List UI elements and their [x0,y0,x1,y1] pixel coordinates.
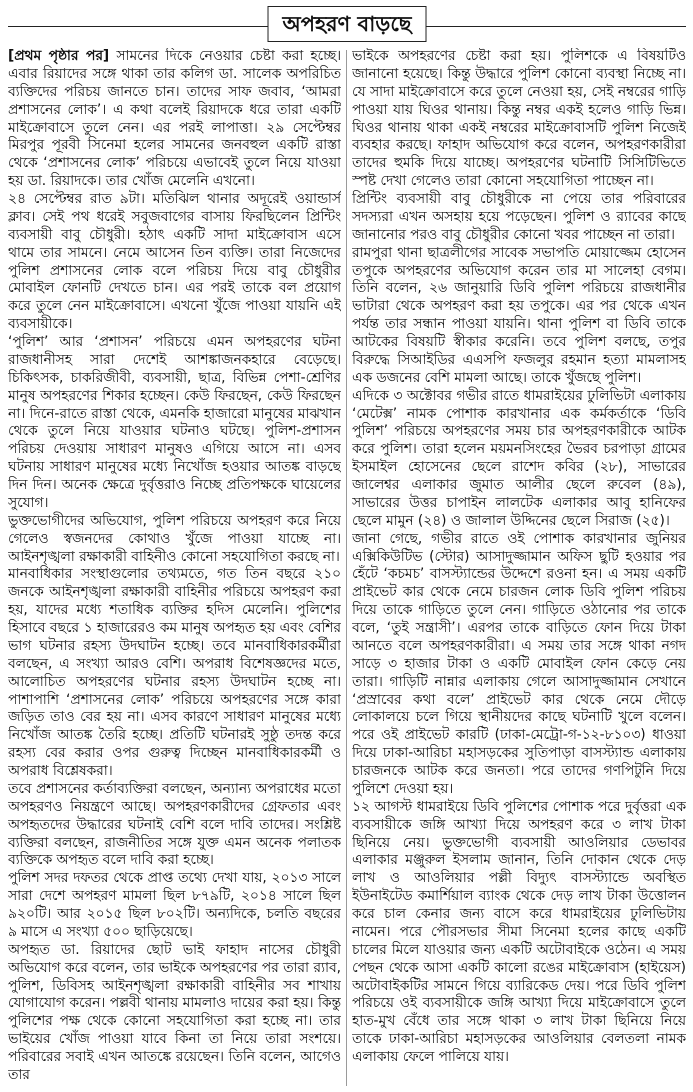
article-paragraph: ভুক্তভোগীদের অভিযোগ, পুলিশ পরিচয়ে অপহরণ করে নিয়ে গেলেও স্বজনদের কোথাও খুঁজে পাওয়া যাচ্ছে না। আইনশৃঙ্খলা রক্ষাকারী বাহিনীও কোনো সহযোগিতা করছে না। [8,512,341,565]
paragraph-text: সামনের দিকে নেওয়ার চেষ্টা করা হচ্ছে। এবার রিয়াদের সঙ্গে থাকা তার কলিগ ডা. সালেক অপরিচিত ব্যক্তিদের পরিচয় জানতে চান। তাদের সাফ জবাব, ‘আমরা প্রশাসনের লোক’। এ কথা বলেই রিয়াদকে ধরে তারা একটি মাইক্রোবাসে তুলে নেন। এর পরই লাপাত্তা। ২৯ সেপ্টেম্বর মিরপুর পূরবী সিনেমা হলের সামনের জনবহুল একটি রাস্তা থেকে ‘প্রশাসনের লোক’ পরিচয়ে এভাবেই তুলে নিয়ে যাওয়া হয় ডা. রিয়াদকে। তার খোঁজ মেলেনি এখনো। [8,48,341,190]
article-paragraph [8,48,341,191]
article-paragraph: ১২ আগস্ট ধামরাইয়ে ডিবি পুলিশের পোশাক পরে দুর্বৃত্তরা এক ব্যবসায়ীকে জঙ্গি আখ্যা দিয়ে অপহরণ করে ৩ লাখ টাকা ছিনিয়ে নেয়। ভুক্তভোগী ব্যবসায়ী আওলিয়ার ডেভাবর এলাকার মঞ্জুরুল ইসলাম জানান, তিনি দোকান থেকে দেড় লাখ ও আওলিয়ার পল্লী বিদ্যুৎ বাসস্ট্যান্ডে অবস্থিত ইউনাইটেড কমার্শিয়াল ব্যাংক থেকে দেড় লাখ টাকা উত্তোলন করে চাল কেনার জন্য বাসে করে ধামরাইয়ের ঢুলিভিটায় নামেন। পরে পৌরসভার সীমা সিনেমা হলের কাছে একটি চালের মিলে যাওয়ার জন্য একটি অটোবাইকে ওঠেন। এ সময় পেছন থেকে আসা একটি কালো রঙের মাইক্রোবাস (হাইয়েস) অটোবাইকটির সামনে গিয়ে ব্যারিকেড দেয়। পরে ডিবি পুলিশ পরিচয়ে ওই ব্যবসায়ীকে জঙ্গি আখ্যা দিয়ে মাইক্রোবাসে তুলে হাত-মুখ বেঁধে তার সঙ্গে থাকা ৩ লাখ টাকা ছিনিয়ে নিয়ে তাকে ঢাকা-আরিচা মহাসড়কের আওলিয়ার বেলতলা নামক এলাকায় ফেলে পালিয়ে যায়। [352,798,686,1065]
article-paragraph: ভাইকে অপহরণের চেষ্টা করা হয়। পুলিশকে এ বিষয়টিও জানানো হয়েছে। কিন্তু উদ্ধারে পুলিশ কোনো ব্যবস্থা নিচ্ছে না। যে সাদা মাইক্রোবাসে করে তুলে নেওয়া হয়, সেই নম্বরের গাড়ি পাওয়া যায় ঘিওর থানায়। কিন্তু নম্বর একই হলেও গাড়ি ভিন্ন। ঘিওর থানায় থাকা একই নম্বরের মাইক্রোবাসটি পুলিশ নিজেই ব্যবহার করছে। ফাহাদ অভিযোগ করে বলেন, অপহরণকারীরা তাদের হুমকি দিয়ে যাচ্ছে। অপহরণের ঘটনাটি সিসিটিভিতে স্পষ্ট দেখা গেলেও তারা কোনো সহযোগিতা পাচ্ছেন না। [352,48,686,190]
article-paragraph: রামপুরা থানা ছাত্রলীগের সাবেক সভাপতি মোয়াজ্জেম হোসেন তপুকে অপহরণের অভিযোগ করেন তার মা সালেহা বেগম। তিনি বলেন, ২৬ জানুয়ারি ডিবি পুলিশ পরিচয়ে রাজধানীর ভাটারা থেকে অপহরণ করা হয় তপুকে। এর পর থেকে এখন পর্যন্ত তার সন্ধান পাওয়া যায়নি। থানা পুলিশ বা ডিবি তাকে আটকের বিষয়টি স্বীকার করেনি। তবে পুলিশ বলছে, তপুর বিরুদ্ধে সিআইডির এএসপি ফজলুর রহমান হত্যা মামলাসহ এক ডজনের বেশি মামলা আছে। তাকে খুঁজছে পুলিশ। [352,244,686,386]
article-paragraph: ২৪ সেপ্টেম্বর রাত ৯টা। মতিঝিল থানার অদূরেই ওয়ান্ডার্স ক্লাব। সেই পথ ধরেই সবুজবাগের বাসায় ফিরছিলেন প্রিন্টিং ব্যবসায়ী বাবু চৌধুরী। হঠাৎ একটি সাদা মাইক্রোবাস এসে থামে তার সামনে। নেমে আসেন তিন ব্যক্তি। তারা নিজেদের পুলিশ প্রশাসনের লোক বলে পরিচয় দিয়ে বাবু চৌধুরীর মোবাইল ফোনটি দেখতে চান। এর পরই তাকে বল প্রয়োগ করে তুলে নেন মাইক্রোবাসে। এখনো খুঁজে পাওয়া যায়নি এই ব্যবসায়ীকে। [8,191,341,333]
column-divider [346,50,347,1086]
article-paragraph: এদিকে ৩ অক্টোবর গভীর রাতে ধামরাইয়ের ঢুলিভিটা এলাকায় ‘মেটেক্স’ নামক পোশাক কারখানার এক কর্মকর্তাকে ‘ডিবি পুলিশ’ পরিচয়ে অপহরণের সময় চার অপহরণকারীকে আটক করে পুলিশ। তারা হলেন ময়মনসিংহের ভৈরব চরপাড়া গ্রামের ইসমাইল হোসেনের ছেলে রাশেদ কবির (২৮), সাভারের জালেশ্বর এলাকার জুমাত আলীর ছেলে রুবেল (৪৯), সাভারের উত্তর চাপাইন লালটেক এলাকার আবু হানিফের ছেলে মামুন (২৪) ও জালাল উদ্দিনের ছেলে সিরাজ (২৫)। [352,387,686,529]
article-header [8,4,686,44]
continued-from-label: [প্রথম পৃষ্ঠার পর] [8,48,110,64]
article-paragraph: ‘পুলিশ’ আর ‘প্রশাসন’ পরিচয়ে এমন অপহরণের ঘটনা রাজধানীসহ সারা দেশেই আশঙ্কাজনকহারে বেড়েছে। চিকিৎসক, চাকরিজীবী, ব্যবসায়ী, ছাত্র, বিভিন্ন পেশা-শ্রেণির মানুষ অপহরণের শিকার হচ্ছেন। কেউ ফিরছেন, কেউ ফিরছেন না। দিনে-রাতে রাস্তা থেকে, এমনকি হাজারো মানুষের মাঝখান থেকে তুলে নিয়ে যাওয়ার ঘটনাও ঘটছে। পুলিশ-প্রশাসন পরিচয় দেওয়ায় সাধারণ মানুষও এগিয়ে আসে না। এসব ঘটনায় সাধারণ মানুষের মধ্যে নিখোঁজ হওয়ার আতঙ্ক বাড়ছে দিন দিন। অনেক ক্ষেত্রে দুর্বৃত্তরাও নিচ্ছে প্রতিপক্ষকে ঘায়েলের সুযোগ। [8,334,341,511]
article-paragraph: মানবাধিকার সংস্থাগুলোর তথ্যমতে, গত তিন বছরে ২১০ জনকে আইনশৃঙ্খলা রক্ষাকারী বাহিনীর পরিচয়ে অপহরণ করা হয়, যাদের মধ্যে শতাধিক ব্যক্তির হদিস মেলেনি। পুলিশের হিসাবে বছরে ১ হাজারেরও কম মানুষ অপহৃত হয় এবং বেশির ভাগ ঘটনার রহস্য উদঘাটন হচ্ছে। তবে মানবাধিকারকর্মীরা বলছেন, এ সংখ্যা আরও বেশি। অপরাধ বিশেষজ্ঞদের মতে, আলোচিত অপহরণের ঘটনার রহস্য উদঘাটন হচ্ছে না। পাশাপাশি ‘প্রশাসনের লোক’ পরিচয়ে অপহরণের সঙ্গে কারা জড়িত তাও বের হয় না। এসব কারণে সাধারণ মানুষের মধ্যে নিখোঁজ আতঙ্ক তৈরি হচ্ছে। প্রতিটি ঘটনারই সুষ্ঠু তদন্ত করে রহস্য বের করার ওপর গুরুত্ব দিচ্ছেন মানবাধিকারকর্মী ও অপরাধ বিশ্লেষকরা। [8,566,341,779]
article-paragraph: জানা গেছে, গভীর রাতে ওই পোশাক কারখানার জুনিয়র এক্সিকিউটিভ (স্টোর) আসাদুজ্জামান অফিস ছুটি হওয়ার পর হেঁটে ‘কচমচ’ বাসস্ট্যান্ডের উদ্দেশে রওনা হন। এ সময় একটি প্রাইভেট কার থেকে নেমে চারজন লোক ডিবি পুলিশ পরিচয় দিয়ে তাকে গাড়িতে তুলে নেন। গাড়িতে ওঠানোর পর তাকে বলে, ‘তুই সন্ত্রাসী’। এরপর তাকে বাড়িতে ফোন দিয়ে টাকা আনতে বলে অপহরণকারীরা। এ সময় তার সঙ্গে থাকা নগদ সাড়ে ৩ হাজার টাকা ও একটি মোবাইল ফোন কেড়ে নেয় তারা। গাড়িটি নান্নার এলাকায় গেলে আসাদুজ্জামান সেখানে ‘প্রস্রাবের কথা বলে’ প্রাইভেট কার থেকে নেমে দৌড়ে লোকালয়ে চলে গিয়ে স্থানীয়দের কাছে ঘটনাটি খুলে বলেন। পরে ওই প্রাইভেট কারটি (ঢাকা-মেট্রো-গ-১২-৮১০৩) ধাওয়া দিয়ে ঢাকা-আরিচা মহাসড়কের সুতিপাড়া বাসস্ট্যান্ড এলাকায় চারজনকে আটক করে জনতা। পরে তাদের গণপিটুনি দিয়ে পুলিশে দেওয়া হয়। [352,530,686,797]
left-column [8,48,341,1088]
headline: অপহরণ বাড়ছে [268,6,427,42]
article-paragraph: পুলিশ সদর দফতর থেকে প্রাপ্ত তথ্যে দেখা যায়, ২০১৩ সালে সারা দেশে অপহরণ মামলা ছিল ৮৭৯টি, ২০১৪ সালে ছিল ৯২০টি। আর ২০১৫ ছিল ৮০২টি। অন্যদিকে, চলতি বছরের ৯ মাসে এ সংখ্যা ৫০০ ছাড়িয়েছে। [8,870,341,940]
article-paragraph: প্রিন্টিং ব্যবসায়ী বাবু চৌধুরীকে না পেয়ে তার পরিবারের সদস্যরা এখন অসহায় হয়ে পড়েছেন। পুলিশ ও র‌্যাবের কাছে জানানোর পরও বাবু চৌধুরীর কোনো খবর পাচ্ছেন না তারা। [352,191,686,243]
right-column [352,48,686,1088]
article-paragraph: অপহৃত ডা. রিয়াদের ছোট ভাই ফাহাদ নাসের চৌধুরী অভিযোগ করে বলেন, তার ভাইকে অপহরণের পর তারা র‌্যাব, পুলিশ, ডিবিসহ আইনশৃঙ্খলা রক্ষাকারী বাহিনীর সব শাখায় যোগাযোগ করেন। পল্লবী থানায় মামলাও দায়ের করা হয়। কিন্তু পুলিশের পক্ষ থেকে কোনো সহযোগিতা করা হচ্ছে না। তার ভাইয়ের খোঁজ পাওয়া যাবে কিনা তা নিয়ে তারা সংশয়ে। পরিবারের সবাই এখন আতঙ্কে রয়েছেন। তিনি বলেন, আগেও তার [8,941,341,1083]
article-paragraph: তবে প্রশাসনের কর্তাব্যক্তিরা বলছেন, অন্যান্য অপরাধের মতো অপহরণও নিয়ন্ত্রণে আছে। অপহরণকারীদের গ্রেফতার এবং অপহৃতদের উদ্ধারের ঘটনাই বেশি বলে দাবি তাদের। সংশ্লিষ্ট ব্যক্তিরা বলছেন, রাজনীতির সঙ্গে যুক্ত এমন অনেক পলাতক ব্যক্তিকে অপহৃত বলে দাবি করা হচ্ছে। [8,780,341,869]
